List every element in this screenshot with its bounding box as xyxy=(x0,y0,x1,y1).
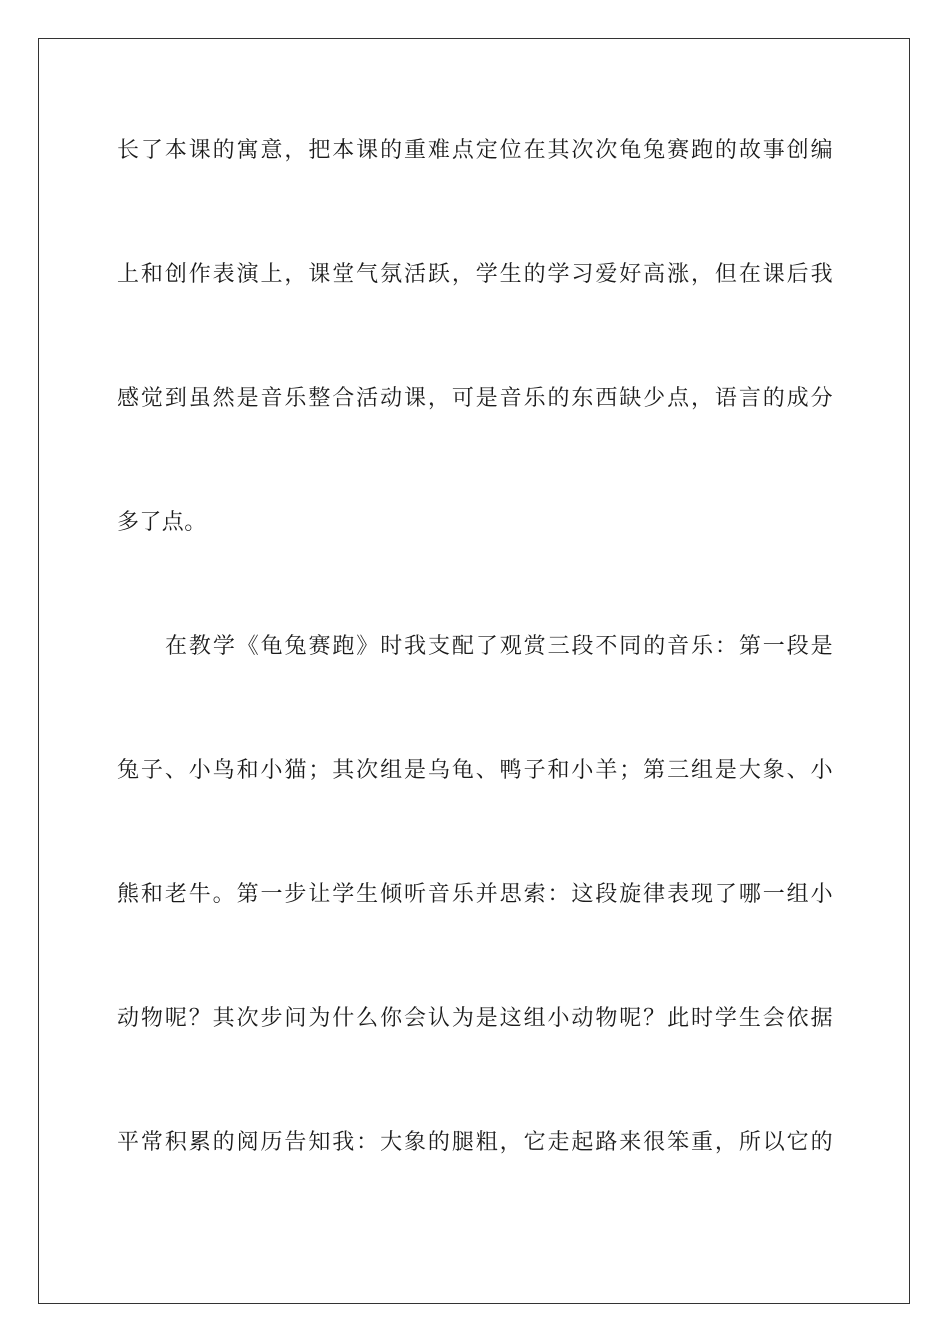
text-line: 熊和老牛。第一步让学生倾听音乐并思索：这段旋律表现了哪一组小 xyxy=(117,882,833,907)
paragraph-first-line: 在教学《龟兔赛跑》时我支配了观赏三段不同的音乐：第一段是 xyxy=(165,634,833,659)
text-line: 长了本课的寓意，把本课的重难点定位在其次次龟兔赛跑的故事创编 xyxy=(117,138,833,163)
text-line: 上和创作表演上，课堂气氛活跃，学生的学习爱好高涨，但在课后我 xyxy=(117,262,833,287)
text-line: 感觉到虽然是音乐整合活动课，可是音乐的东西缺少点，语言的成分 xyxy=(117,386,833,411)
page-frame xyxy=(38,38,910,1304)
text-line: 动物呢？其次步问为什么你会认为是这组小动物呢？此时学生会依据 xyxy=(117,1006,833,1031)
text-line: 多了点。 xyxy=(117,510,207,535)
text-line: 平常积累的阅历告知我：大象的腿粗，它走起路来很笨重，所以它的 xyxy=(117,1130,833,1155)
text-line: 兔子、小鸟和小猫；其次组是乌龟、鸭子和小羊；第三组是大象、小 xyxy=(117,758,833,783)
